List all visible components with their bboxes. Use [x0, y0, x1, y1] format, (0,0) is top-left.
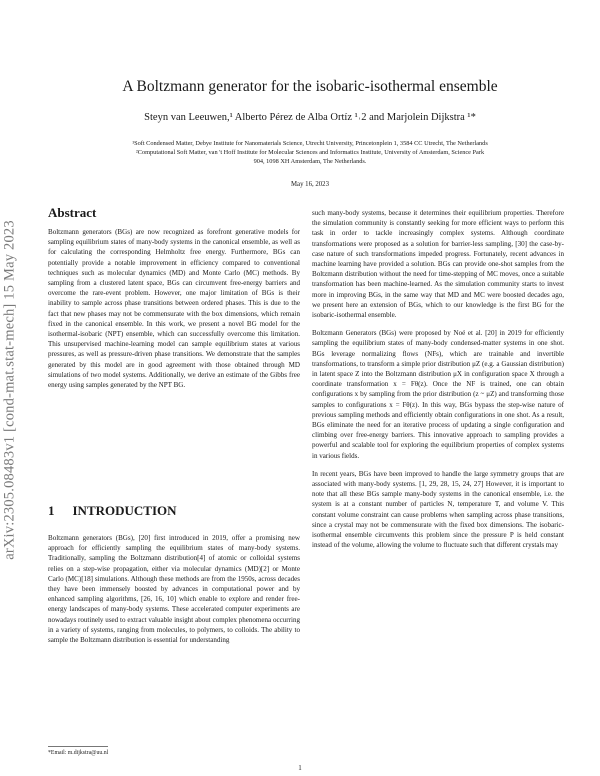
affiliation-2-cont: 904, 1098 XH Amsterdam, The Netherlands. [253, 158, 367, 165]
arxiv-sidebar-stamp [0, 180, 20, 600]
section-title: INTRODUCTION [72, 503, 177, 518]
page-number: 1 [298, 764, 302, 772]
intro-body [48, 533, 300, 645]
affiliations [48, 139, 572, 166]
footnote-rule [48, 746, 108, 747]
intro-paragraph: Boltzmann generators (BGs), [20] first introduced in 2019, offer a promising new approach for efficiently sampling the equilibrium states of many-body systems. Traditionally, sampling the Boltzmann distribution[4] of atomic or colloidal systems relies on a step-wise propagation, either via molecular dynamics (MD)[2] or Monte Carlo (MC)[18] simulations. Although these methods are from the 1950s, across decades they have been immensely boosted by advances in computational power and by enhanced sampling algorithms, [26, 16, 10] which enable to explore and render free-energy landscapes of many-body systems. These accelerated computer experiments are nowadays routinely used to extract valuable insight about complex phenomena occurring in a variety of systems, ranging from molecules, to polymers, to colloids. The ability to sample the Boltzmann distribution is essential for understanding [48, 534, 300, 645]
abstract-body [48, 227, 300, 390]
abstract-heading: Abstract [48, 205, 97, 220]
paper-title: A Boltzmann generator for the isobaric-isothermal ensemble [122, 78, 498, 95]
section-number: 1 [48, 503, 55, 518]
abstract-paragraph: Boltzmann generators (BGs) are now recognized as forefront generative models for sampling equilibrium states of many-body systems in the canonical ensemble, as well as for calculating the corresponding Helmholtz free energy. Furthermore, BGs can potentially provide a notable improvement in efficiency compared to conventional techniques such as molecular dynamics (MD) and Monte Carlo (MC) methods. By sampling from a clustered latent space, BGs can circumvent free-energy barriers and overcome the rare-event problem. However, one major limitation of BGs is their inability to sample across phase transitions between ordered phases. This is due to the fact that new phases may not be commensurate with the box dimensions, which remain fixed in the canonical ensemble. In this work, we present a novel BG model for the isothermal-isobaric (NPT) ensemble, which can successfully overcome this limitation. This unsupervised machine-learning model can sample equilibrium states at various pressures, as well as pressure-driven phase transitions. We demonstrate that the samples generated by this model are in good agreement with those obtained through MD simulations of two model systems. Additionally, we derive an estimate of the Gibbs free energy using samples generated by the NPT BG. [48, 228, 300, 390]
affiliation-2: ²Computational Soft Matter, van 't Hoff Institute for Molecular Sciences and Informatics Institute, University of Amsterdam, Science Park [135, 149, 485, 156]
right-paragraph-3: In recent years, BGs have been improved to handle the large symmetry groups that are associated with many-body systems. [1, 29, 28, 15, 24, 27] However, it is important to note that all these BGs sample many-body systems in the canonical ensemble, i.e. the system is at a constant number of particles N, temperature T, and volume V. This constant volume constraint can cause problems when sampling across phase transitions, since a crystal may not be commensurate with the fixed box dimensions. The isobaric-isothermal ensemble circumvents this problem since the pressure P is held constant instead of the volume, allowing the volume to fluctuate such that different crystals may [312, 469, 564, 550]
affiliation-1: ¹Soft Condensed Matter, Debye Institute for Nanomaterials Science, Utrecht University, Princetonplein 1, 3584 CC Utrecht, The Netherlands [132, 140, 488, 147]
right-paragraph-1: such many-body systems, because it determines their equilibrium properties. Therefore the simulation community is constantly seeking for more efficient ways to perform this task in order to tackle increasingly complex systems. Although coordinate transformations were proposed as a solution for barrier-less sampling, [30] the case-by-case nature of such transformations impeded progress. Fortunately, recent advances in machine learning have provided a solution. BGs can provide one-shot samples from the Boltzmann distribution without the need for time-stepping of MC moves, once a suitable transformation has been machine-learned. As the simulation community starts to invest more in improving BGs, in the same way that MD and MC were boosted decades ago, we present here an extension of BGs, which to our knowledge is the first BG for the isobaric-isothermal ensemble. [312, 209, 564, 320]
arxiv-id: arXiv:2305.08483v1 [cond-mat.stat-mech] 15 May 2023 [1, 220, 18, 560]
author-list: Steyn van Leeuwen,¹ Alberto Pérez de Alba Ortíz ¹˒2 and Marjolein Dijkstra ¹* [144, 112, 476, 123]
right-column [312, 208, 564, 551]
section-heading [48, 503, 177, 519]
right-paragraph-2: Boltzmann Generators (BGs) were proposed by Noé et al. [20] in 2019 for efficiently sampling the equilibrium states of many-body condensed-matter systems in one shot. BGs leverage normalizing flows (NFs), which are trainable and invertible transformations, to transform a simple prior distribution μZ (e.g. a Gaussian distribution) in latent space Z into the Boltzmann distribution μX in configuration space X through a coordinate transformation x = Fθ(z). Once the NF is trained, one can obtain configurations x by sampling from the prior distribution (z ~ μZ) and transforming those samples to configurations x = Fθ(z). In this way, BGs bypass the step-wise nature of previous sampling methods and efficiently obtain configurations in one shot. As a result, BGs eliminate the need for an iterative process of updating a single configuration and climbing over free-energy barriers. This innovative approach to sampling provides a powerful and scalable tool for exploring the equilibrium properties of complex systems in various fields. [312, 329, 564, 460]
publication-date: May 16, 2023 [291, 181, 329, 188]
footnote-email: *Email: m.dijkstra@uu.nl [48, 750, 109, 756]
